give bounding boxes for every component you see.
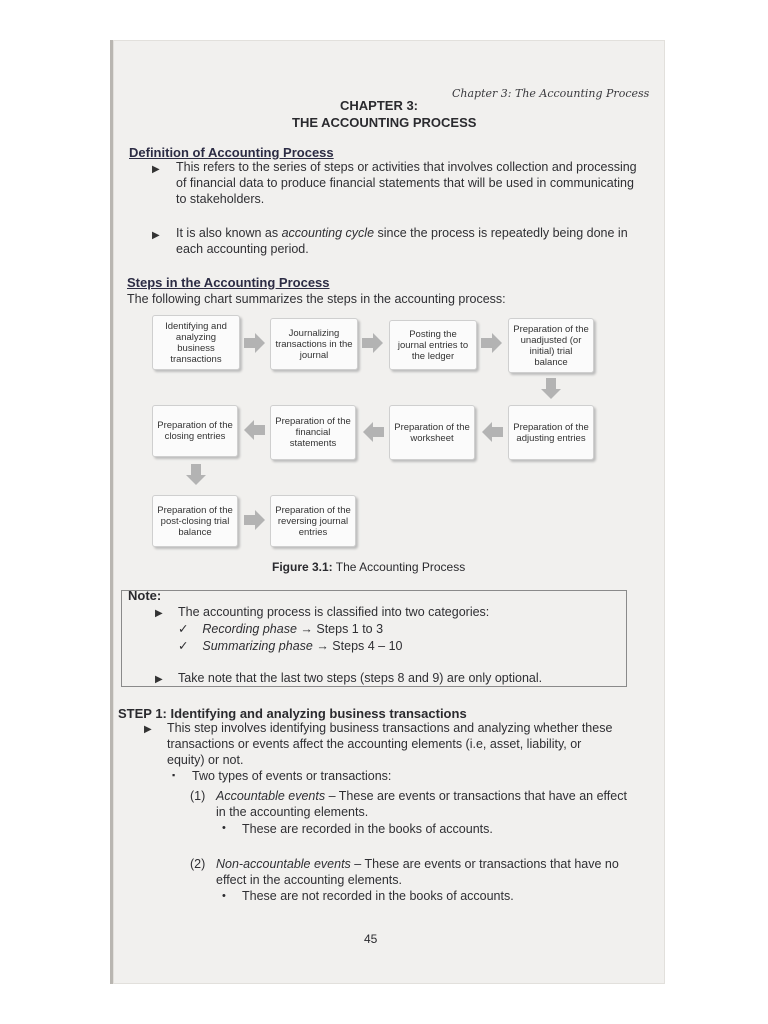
note-recording-phase: ✓ Recording phase → Steps 1 to 3 — [178, 622, 384, 636]
dot-bullet-icon: • — [222, 890, 226, 902]
item2-number: (2) — [190, 857, 206, 871]
chapter-title: THE ACCOUNTING PROCESS — [292, 115, 477, 130]
arrow-left-icon — [244, 420, 266, 440]
triangle-right-icon: ▶ — [152, 164, 160, 175]
note-line-2: Take note that the last two steps (steps 8 and 9) are only optional. — [178, 671, 543, 685]
note-label: Note: — [128, 588, 162, 603]
figure-caption: Figure 3.1: The Accounting Process — [272, 560, 466, 574]
item1-number: (1) — [190, 789, 206, 803]
item1-line-2: in the accounting elements. — [216, 805, 369, 819]
chapter-number: CHAPTER 3: — [340, 98, 419, 113]
triangle-right-icon: ▶ — [155, 608, 163, 619]
definition-heading: Definition of Accounting Process — [129, 145, 334, 160]
flow-step-1: Identifying and analyzing business transactions — [152, 315, 240, 370]
steps-intro: The following chart summarizes the steps in the accounting process: — [127, 292, 506, 306]
arrow-down-icon — [541, 378, 561, 400]
definition-bullet-1-line-2: of financial data to produce financial statements that will be used in communicating — [176, 176, 634, 190]
flow-step-9: Preparation of the post-closing trial balance — [152, 495, 238, 547]
item1-line-1: Accountable events – These are events or transactions that have an effect — [216, 789, 627, 803]
arrow-right-icon — [481, 333, 503, 353]
definition-bullet-2-line-2: each accounting period. — [176, 242, 309, 256]
item1-sub: These are recorded in the books of accounts. — [242, 822, 493, 836]
square-bullet-icon: ▪ — [172, 770, 176, 780]
checkmark-icon: ✓ — [178, 639, 189, 653]
definition-bullet-2-line-1: It is also known as accounting cycle since the process is repeatedly being done in — [176, 226, 628, 240]
arrow-left-icon — [482, 422, 504, 442]
flow-step-6: Preparation of the worksheet — [389, 405, 475, 460]
step1-types-line: Two types of events or transactions: — [192, 769, 392, 783]
step1-heading: STEP 1: Identifying and analyzing business transactions — [118, 706, 467, 721]
arrow-right-icon — [362, 333, 384, 353]
triangle-right-icon: ▶ — [144, 724, 152, 735]
arrow-left-icon — [363, 422, 385, 442]
step1-line-1: This step involves identifying business transactions and analyzing whether these — [167, 721, 613, 735]
page-number: 45 — [364, 932, 378, 946]
flow-step-8: Preparation of the closing entries — [152, 405, 238, 457]
item2-sub: These are not recorded in the books of accounts. — [242, 889, 514, 903]
checkmark-icon: ✓ — [178, 622, 189, 636]
item2-line-1: Non-accountable events – These are events or transactions that have no — [216, 857, 619, 871]
arrow-right-icon — [244, 333, 266, 353]
arrow-down-icon — [186, 464, 206, 486]
flow-step-2: Journalizing transactions in the journal — [270, 318, 358, 370]
flow-step-3: Posting the journal entries to the ledger — [389, 320, 477, 370]
note-line-1: The accounting process is classified into two categories: — [178, 605, 490, 619]
dot-bullet-icon: • — [222, 822, 226, 834]
item2-line-2: effect in the accounting elements. — [216, 873, 402, 887]
triangle-right-icon: ▶ — [155, 674, 163, 685]
flow-step-10: Preparation of the reversing journal entries — [270, 495, 356, 547]
definition-bullet-1-line-3: to stakeholders. — [176, 192, 265, 206]
steps-heading: Steps in the Accounting Process — [127, 275, 330, 290]
note-summarizing-phase: ✓ Summarizing phase → Steps 4 – 10 — [178, 639, 403, 653]
flow-step-4: Preparation of the unadjusted (or initial) trial balance — [508, 318, 594, 373]
triangle-right-icon: ▶ — [152, 230, 160, 241]
running-header: Chapter 3: The Accounting Process — [452, 87, 650, 100]
arrow-right-icon — [244, 510, 266, 530]
step1-line-2: transactions or events affect the accounting elements (i.e, asset, liability, or — [167, 737, 582, 751]
step1-line-3: equity) or not. — [167, 753, 244, 767]
definition-bullet-1-line-1: This refers to the series of steps or activities that involves collection and processing — [176, 160, 637, 174]
flow-step-5: Preparation of the adjusting entries — [508, 405, 594, 460]
flow-step-7: Preparation of the financial statements — [270, 405, 356, 460]
